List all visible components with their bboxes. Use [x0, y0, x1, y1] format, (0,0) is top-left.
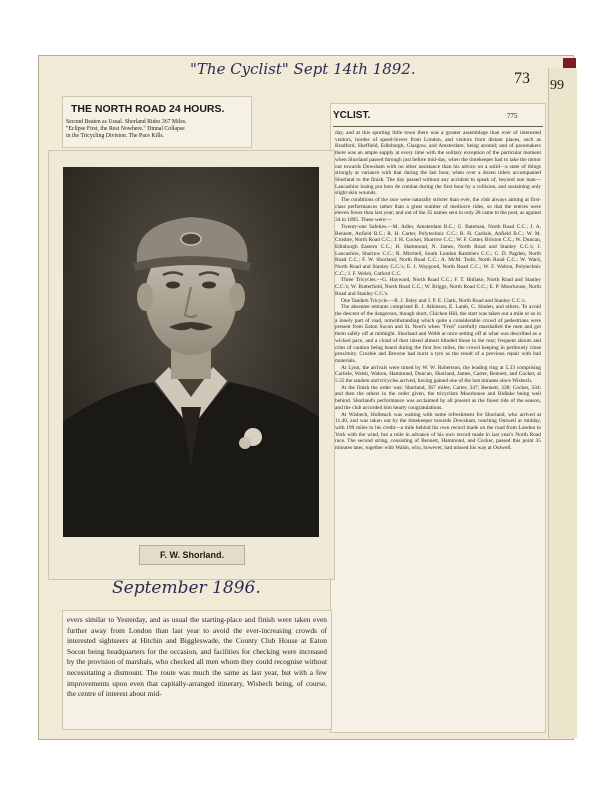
manuscript-heading: "The Cyclist" Sept 14th 1892.	[190, 60, 416, 78]
portrait-photo	[63, 167, 319, 537]
column-paragraph: Twenty-one Safeties.—M. Adler, Amsterdam B.C.; G. Bateman, North Road C.C.; J. A. Bennett, Anfield B.C.; R. H. Carter, Polytechnic C.C.; R. H. Carlisle, Anfield B.C.; W. M. Crosbie, North Road C.C.; J. H. Cocker, Sharrow C.C.; W. F. Cotter, Brixton C.C.; W. Duncan, Edinburgh Eastern C.C.; H. Hammond, N. James, North Road and Stanley C.C.'s; J. Lancashire, Sharrow C.C.; R. Mitchell, South London Ramblers C.C.; C. D. Pagden, North Road C.C.; F. W. Shorland, North Road C.C.; A. McM. Todd, North Road C.C.; W. Ward, North Road and Stanley C.C.'s; E. J. Waygood, North Road C.C.; W. F. Walton, Polytechnic C.C.; J. F. Welsh, Catford C.C.	[335, 223, 541, 277]
column-paragraph: At Lynn, the arrivals were timed by W. W. Robertson, the leading ring at 5.33 comprising Carlisle, Walsh, Walton, Hammond, Duncan, Shorland, James, Carter, Bennett, and Cocker, at 5.35 the tandem and tricycles arrived, having gained one of the lost minutes since Wisbech.	[335, 364, 541, 385]
next-page-number: 99	[550, 78, 564, 93]
portrait-illustration	[63, 167, 319, 537]
column-paragraph: One Tandem Tricycle.—R. J. Ilsley and J. P. E. Clark, North Road and Stanley C.C.'s.	[341, 297, 526, 304]
manuscript-date: September 1896.	[112, 578, 261, 598]
column-paragraph: At the finish the order was: Shorland, 367 miles; Carter, 347; Bennett, 338; Cocker, 334; and then the others in the order given, the tricyclists Moorhouse and Bidlake being well behind. Shorland's performance was acclaimed by all present as the finest ride of the season, and the club accorded him hearty congratulations.	[335, 384, 541, 411]
article-subhead-1: Second Beaten as Usual. Shorland Rides 367 Miles.	[66, 119, 187, 125]
column-page-number: 775	[507, 112, 518, 120]
caption-box	[139, 545, 245, 565]
masthead-rule	[333, 126, 543, 127]
article-subhead-2: "Eclipse First, the Rest Nowhere." Dinnal Collapse	[66, 126, 185, 132]
photo-card	[48, 150, 335, 580]
next-page-edge	[548, 68, 577, 738]
column-paragraph: The conditions of the race were naturally stricter than ever, the club always aiming at first-class performances rather than a great number of mediocre rides, so that the entries were eleven fewer than last year; and out of the 35 names sent in only 28 came to the post, as against 34 in 1895. These were:—	[335, 197, 541, 224]
column-paragraph: Three Tricycles.—G. Hayward, North Road C.C.; F. T. Bidlake, North Road and Stanley C.C.'s; W. Butterfield, North Road C.C.; W. Briggs, North Road C.C.; E. P. Moorhouse, North Road and Stanley C.C.'s.	[335, 277, 541, 297]
column-paragraph: day, and at this sporting little town there was a greater assemblage than ever of interested visitors, hordes of speed-lovers from London, and visitors from distant places, such as Bradford, Sheffield, Edinburgh, Glasgow, and Amsterdam, being around; and of pacemakers there was an ample supply at every time with the solitary exception of the particular moment when Shorland passed through just before mid-day, when the timekeeper had to take the motor out towards Dowsham with no other assistance than his advice on a solid—a state of things strongly at variance with that during the last hour, when over a dozen riders accompanied Shorland to the finish. The day passed without any accident to speak of, beyond one man—Lancashire losing pot hors de combat during the first hour by a collision, and sustaining only slight skin wounds.	[335, 130, 541, 197]
lower-clipping	[62, 610, 332, 730]
column-text	[335, 130, 541, 730]
headline-clipping	[62, 96, 252, 148]
masthead-fragment: YCLIST.	[333, 110, 371, 121]
column-clipping	[330, 103, 546, 733]
lower-clipping-text: evers similar to Yesterday, and as usual the starting-place and finish were taken even further away from London than last year to avoid the ever-increasing crowds of interested sightseers at Hitchin and Biggleswade, the County Club House at Eaton Socon being headquarters for the occasion, and facilities for checking were increased by the provision of marshals, who checked all men whom they could recognise without necessitating a dismount. The route was much the same as last year, but with a few improvements upon even that capitally-arranged itinerary, Wisbech being, of course, the centre of interest about mid-	[67, 615, 327, 699]
column-paragraph: At Wisbech, Holbeach was waiting with some refreshment for Shorland, who arrived at 11.40, and was taken out by the timekeeper towards Dowsham, reaching Outwell at midday, with 199 miles to his credit—a mile behind his own record made on the road from London to York with the wind, but a mile in advance of his own record made in last year's North Road race. The second string, consisting of Bennett, Hammond, and Cocker, passed this point 35 minutes later, together with Walsh, who, however, had missed his way at Outwell.	[335, 411, 541, 452]
article-subhead-3: in the Tricycling Division. The Pace Kills.	[66, 133, 165, 139]
article-headline: THE NORTH ROAD 24 HOURS.	[71, 103, 225, 115]
column-paragraph: The absentee entrants comprised R. J. Atkinson, E. Lamb, C. Sinden, and others. To avoid the descent of the dangerous, though short, Chicken Hill, the start was taken out a mile or so in a lonely part of road, notwithstanding which quite a considerable crowd of pedestrians were present from Eaton Socon and St. Neot's when "Fred" carefully marshalled the men and got them safely off at midnight. Shorland and Webb at once setting off at what was described as a wicked pace, and a cloud of dust raised almost blinded those in the rear; frequent shouts and cries of caution being heard during the first few miles, the crowd keeping in perilously close proximity. Crosbie and Browne had burst a tyre as the result of a previous repair with bad materials.	[335, 304, 541, 364]
bookmark-tab	[563, 58, 576, 68]
page-number: 73	[514, 70, 530, 87]
photo-caption: F. W. Shorland.	[159, 550, 224, 560]
